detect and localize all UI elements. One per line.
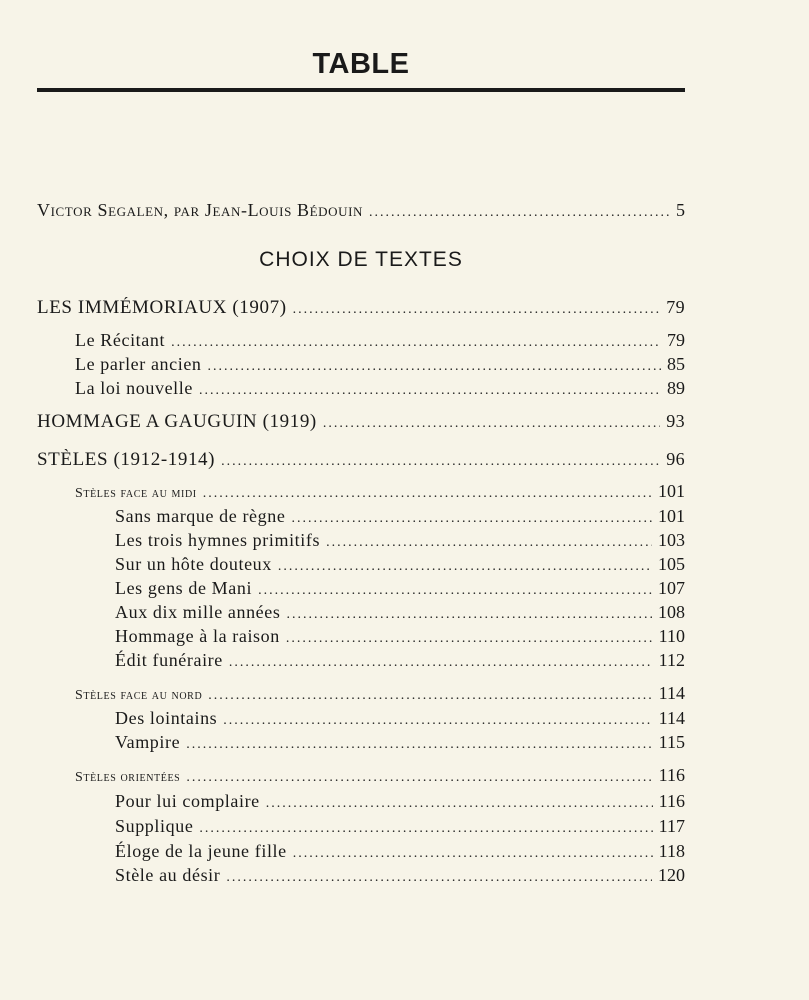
toc-label: Sur un hôte douteux	[115, 554, 272, 574]
toc-page-number: 116	[658, 791, 685, 811]
section-heading: CHOIX DE TEXTES	[259, 248, 463, 271]
toc-entry	[115, 506, 685, 527]
toc-page-number: 118	[658, 841, 685, 861]
toc-entry	[115, 530, 685, 551]
toc-page-number: 120	[658, 865, 685, 885]
leader-dots	[186, 737, 652, 753]
toc-page-number: 5	[676, 200, 685, 220]
toc-label: La loi nouvelle	[75, 378, 193, 398]
leader-dots	[291, 511, 652, 527]
toc-page-number: 101	[658, 506, 685, 526]
toc-entry-work	[37, 411, 685, 433]
toc-page-number: 114	[658, 708, 685, 728]
toc-page-number: 93	[666, 411, 685, 431]
leader-dots	[286, 607, 652, 623]
toc-label: Supplique	[115, 816, 194, 836]
toc-page-number: 107	[658, 578, 685, 598]
toc-label: Des lointains	[115, 708, 218, 728]
toc-page-number: 114	[658, 683, 685, 703]
toc-label: Stèle au désir	[115, 865, 221, 885]
leader-dots	[199, 383, 661, 399]
toc-entry	[115, 841, 685, 862]
toc-entry	[115, 650, 685, 671]
toc-page-number: 117	[658, 816, 685, 836]
toc-label: Pour lui complaire	[115, 791, 260, 811]
leader-dots	[369, 205, 670, 221]
leader-dots	[266, 796, 653, 812]
leader-dots	[323, 416, 660, 432]
leader-dots	[186, 770, 652, 786]
toc-label: Les trois hymnes primitifs	[115, 530, 321, 550]
leader-dots	[293, 846, 653, 862]
toc-label: Les gens de Mani	[115, 578, 253, 598]
toc-subsection	[75, 683, 685, 704]
toc-entry	[75, 330, 685, 351]
page-title: TABLE	[312, 48, 410, 80]
toc-label: Victor Segalen, par Jean-Louis Bédouin	[37, 200, 364, 220]
leader-dots	[258, 583, 652, 599]
toc-page-number: 89	[667, 378, 685, 398]
toc-entry	[115, 732, 685, 753]
leader-dots	[208, 688, 652, 704]
toc-label: Édit funéraire	[115, 650, 223, 670]
toc-entry	[115, 578, 685, 599]
toc-subsection	[75, 481, 685, 502]
leader-dots	[286, 631, 653, 647]
leader-dots	[326, 535, 652, 551]
leader-dots	[293, 302, 661, 318]
leader-dots	[208, 359, 661, 375]
leader-dots	[171, 335, 661, 351]
toc-page-number: 112	[658, 650, 685, 670]
toc-label: LES IMMÉMORIAUX (1907)	[37, 297, 287, 318]
toc-entry	[115, 626, 685, 647]
leader-dots	[278, 559, 652, 575]
toc-subsection	[75, 765, 685, 786]
toc-page-number: 79	[667, 330, 685, 350]
toc-label: Stèles orientées	[75, 770, 181, 785]
toc-entry-work	[37, 297, 685, 319]
toc-label: Vampire	[115, 732, 181, 752]
toc-entry	[115, 791, 685, 812]
leader-dots	[229, 655, 653, 671]
toc-page-number: 108	[658, 602, 685, 622]
toc-entry	[115, 865, 685, 886]
toc-page-number: 96	[666, 449, 685, 469]
toc-page-number: 110	[658, 626, 685, 646]
toc-page-number: 116	[658, 765, 685, 785]
toc-label: Le Récitant	[75, 330, 166, 350]
toc-page-number: 85	[667, 354, 685, 374]
toc-label: Aux dix mille années	[115, 602, 281, 622]
toc-entry	[75, 378, 685, 399]
toc-entry-work	[37, 449, 685, 471]
leader-dots	[223, 713, 652, 729]
toc-entry	[115, 708, 685, 729]
toc-entry	[115, 816, 685, 837]
toc-label: Éloge de la jeune fille	[115, 841, 287, 861]
leader-dots	[221, 454, 660, 470]
toc-label: Le parler ancien	[75, 354, 202, 374]
leader-dots	[226, 870, 652, 886]
toc-entry	[115, 554, 685, 575]
toc-page-number: 101	[658, 481, 685, 501]
title-rule	[37, 88, 685, 92]
toc-label: STÈLES (1912-1914)	[37, 449, 216, 470]
toc-page-number: 115	[658, 732, 685, 752]
toc-page-number: 79	[666, 297, 685, 317]
toc-page-number: 103	[658, 530, 685, 550]
toc-label: Stèles face au nord	[75, 688, 203, 703]
leader-dots	[203, 486, 652, 502]
toc-entry-intro	[37, 200, 685, 221]
leader-dots	[199, 821, 652, 837]
toc-page-number: 105	[658, 554, 685, 574]
toc-label: Sans marque de règne	[115, 506, 286, 526]
toc-label: HOMMAGE A GAUGUIN (1919)	[37, 411, 317, 432]
toc-entry	[75, 354, 685, 375]
toc-entry	[115, 602, 685, 623]
toc-label: Stèles face au midi	[75, 486, 197, 501]
toc-label: Hommage à la raison	[115, 626, 280, 646]
